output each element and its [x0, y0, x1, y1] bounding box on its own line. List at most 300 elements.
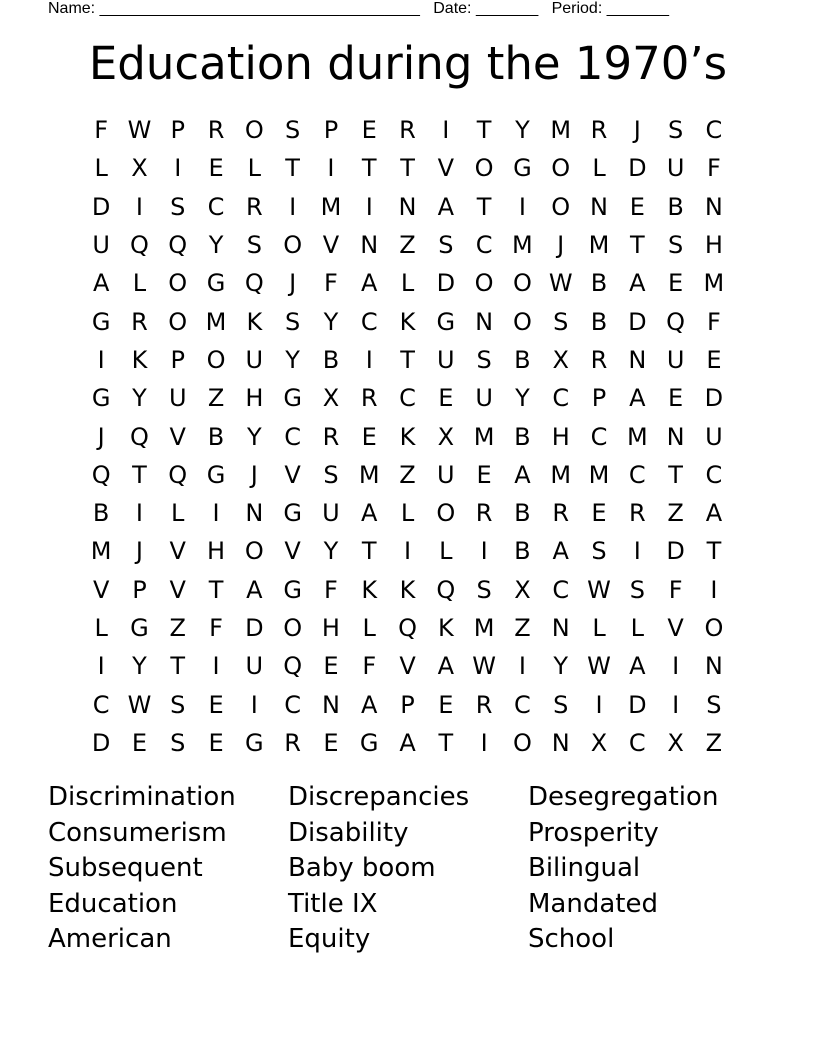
grid-letter: D	[666, 537, 685, 566]
grid-letter: S	[246, 231, 262, 260]
grid-letter: P	[132, 575, 147, 604]
grid-letter: Q	[283, 652, 303, 681]
grid-letter: M	[550, 460, 572, 489]
grid-row	[82, 571, 734, 609]
grid-letter: W	[127, 116, 152, 145]
grid-letter: I	[135, 192, 143, 221]
word-bank-item: Mandated	[528, 888, 658, 919]
grid-letter: I	[518, 192, 526, 221]
grid-letter: A	[246, 575, 263, 604]
grid-letter: V	[399, 652, 416, 681]
grid-row	[82, 494, 734, 532]
grid-letter: T	[170, 652, 186, 681]
grid-letter: A	[361, 499, 378, 528]
grid-letter: S	[170, 690, 186, 719]
grid-letter: V	[169, 537, 186, 566]
grid-letter: F	[362, 652, 377, 681]
grid-letter: Q	[436, 575, 456, 604]
grid-letter: M	[588, 231, 610, 260]
grid-letter: M	[358, 460, 380, 489]
grid-letter: U	[666, 154, 685, 183]
grid-letter: X	[322, 384, 340, 413]
grid-letter: T	[438, 728, 454, 757]
grid-letter: C	[552, 575, 570, 604]
grid-letter: J	[135, 537, 143, 566]
word-bank-item: Education	[48, 888, 178, 919]
grid-letter: T	[668, 460, 683, 489]
grid-row	[82, 417, 734, 455]
grid-letter: F	[94, 116, 109, 145]
grid-letter: A	[629, 269, 646, 298]
grid-letter: O	[283, 614, 303, 642]
grid-letter: U	[666, 345, 685, 374]
grid-letter: G	[283, 499, 302, 528]
word-bank	[48, 780, 768, 958]
grid-letter: F	[209, 614, 223, 642]
grid-letter: O	[551, 154, 571, 183]
grid-letter: G	[206, 460, 226, 489]
grid-letter: C	[552, 384, 570, 413]
grid-letter: L	[592, 154, 606, 183]
grid-letter: M	[205, 307, 227, 336]
grid-letter: S	[323, 460, 339, 489]
grid-letter: I	[480, 537, 488, 566]
grid-letter: Y	[515, 116, 530, 145]
grid-letter: B	[207, 422, 225, 451]
grid-letter: G	[91, 307, 111, 336]
grid-letter: T	[400, 345, 415, 374]
grid-letter: L	[362, 614, 376, 642]
grid-letter: T	[361, 537, 377, 566]
grid-letter: S	[591, 537, 607, 566]
grid-letter: M	[512, 231, 533, 260]
grid-letter: B	[514, 345, 531, 374]
word-bank-item: Discrepancies	[288, 782, 470, 812]
word-bank-item: Desegregation	[528, 782, 719, 812]
grid-letter: A	[552, 537, 569, 566]
grid-letter: C	[628, 728, 646, 757]
grid-row	[82, 532, 734, 570]
grid-letter: G	[513, 154, 532, 183]
grid-letter: B	[667, 192, 684, 221]
grid-letter: E	[361, 116, 377, 145]
grid-letter: N	[360, 231, 379, 260]
grid-letter: R	[475, 690, 493, 719]
grid-letter: T	[400, 154, 415, 183]
grid-letter: R	[399, 116, 416, 145]
grid-letter: J	[250, 460, 258, 489]
grid-letter: Z	[705, 728, 723, 757]
grid-letter: T	[629, 231, 645, 260]
grid-letter: G	[436, 307, 456, 336]
grid-letter: C	[284, 690, 302, 719]
grid-letter: J	[557, 231, 565, 260]
grid-letter: Z	[514, 614, 531, 642]
grid-letter: N	[590, 192, 608, 221]
word-bank-item: Title IX	[288, 888, 378, 919]
grid-row	[82, 188, 734, 226]
grid-letter: L	[247, 154, 262, 183]
grid-letter: I	[97, 652, 105, 681]
grid-letter: U	[475, 384, 493, 413]
grid-letter: O	[168, 307, 188, 336]
grid-letter: A	[514, 460, 531, 489]
grid-letter: S	[170, 192, 186, 221]
grid-letter: L	[630, 614, 644, 642]
word-bank-item: Disability	[288, 817, 409, 848]
grid-letter: I	[672, 690, 680, 719]
grid-letter: W	[587, 575, 611, 604]
grid-letter: O	[551, 192, 571, 221]
grid-letter: J	[289, 269, 297, 298]
word-bank-item: School	[528, 924, 615, 955]
grid-letter: Z	[667, 499, 684, 528]
grid-letter: Y	[515, 384, 530, 413]
grid-letter: R	[207, 116, 225, 145]
grid-letter: I	[212, 499, 220, 528]
grid-letter: I	[174, 154, 182, 183]
grid-letter: H	[245, 384, 264, 413]
grid-letter: Y	[553, 652, 569, 681]
grid-letter: N	[321, 690, 340, 719]
letter-grid	[82, 111, 734, 762]
grid-letter: R	[245, 192, 263, 221]
grid-letter: M	[473, 422, 495, 451]
grid-letter: D	[91, 192, 111, 221]
grid-letter: Y	[132, 384, 147, 413]
grid-letter: D	[436, 269, 456, 298]
grid-letter: U	[92, 231, 110, 260]
grid-letter: I	[365, 345, 373, 374]
grid-letter: S	[667, 231, 684, 260]
word-bank-item: Consumerism	[48, 817, 227, 848]
grid-letter: V	[92, 575, 110, 604]
grid-letter: V	[667, 614, 684, 642]
grid-letter: U	[705, 422, 723, 451]
grid-letter: L	[400, 269, 415, 298]
grid-letter: L	[132, 269, 147, 298]
grid-letter: X	[667, 728, 684, 757]
grid-letter: T	[285, 154, 300, 183]
grid-letter: N	[475, 307, 494, 336]
grid-letter: E	[208, 728, 224, 757]
grid-letter: B	[322, 345, 340, 374]
grid-letter: I	[442, 116, 450, 145]
grid-letter: D	[245, 614, 264, 642]
grid-letter: S	[476, 575, 492, 604]
word-bank-item: Baby boom	[288, 853, 436, 884]
grid-letter: F	[324, 269, 338, 298]
grid-letter: C	[705, 116, 723, 145]
grid-letter: C	[514, 690, 531, 719]
grid-letter: D	[628, 690, 647, 719]
grid-letter: S	[629, 575, 645, 604]
grid-letter: U	[437, 345, 455, 374]
grid-letter: N	[551, 614, 570, 642]
grid-letter: Y	[132, 652, 147, 681]
grid-letter: C	[92, 690, 110, 719]
grid-letter: C	[475, 231, 493, 260]
grid-letter: R	[131, 307, 148, 336]
grid-letter: D	[628, 307, 647, 336]
grid-letter: P	[400, 690, 415, 719]
grid-letter: U	[437, 460, 455, 489]
grid-letter: K	[131, 345, 148, 374]
grid-letter: E	[438, 384, 454, 413]
grid-letter: L	[400, 499, 415, 528]
grid-letter: Q	[398, 614, 417, 642]
grid-letter: Y	[323, 537, 339, 566]
grid-letter: B	[590, 307, 608, 336]
grid-letter: G	[206, 269, 226, 298]
word-bank-item: Prosperity	[528, 817, 659, 848]
grid-letter: E	[591, 499, 607, 528]
grid-letter: B	[92, 499, 110, 528]
grid-letter: W	[587, 652, 611, 681]
grid-letter: U	[245, 345, 264, 374]
grid-letter: E	[208, 690, 224, 719]
grid-letter: F	[324, 575, 338, 604]
grid-letter: O	[512, 307, 532, 336]
grid-letter: O	[244, 537, 264, 566]
name-date-period-line: Name: ____________________________________ Date: _______ Period: _______	[48, 0, 669, 17]
grid-letter: T	[132, 460, 147, 489]
grid-letter: Q	[168, 460, 188, 489]
grid-letter: Z	[207, 384, 225, 413]
grid-letter: I	[212, 652, 220, 681]
grid-letter: U	[168, 384, 187, 413]
grid-letter: R	[590, 345, 608, 374]
word-bank-item: Discrimination	[48, 782, 236, 812]
grid-letter: E	[361, 422, 377, 451]
page-title: Education during the 1970’s	[88, 37, 728, 90]
grid-row	[82, 609, 734, 647]
grid-letter: J	[97, 422, 105, 451]
grid-letter: G	[283, 384, 302, 413]
grid-letter: I	[97, 345, 105, 374]
grid-letter: S	[553, 690, 569, 719]
grid-letter: V	[322, 231, 340, 260]
grid-letter: N	[704, 192, 723, 221]
grid-letter: O	[704, 614, 724, 642]
grid-letter: E	[438, 690, 454, 719]
grid-letter: K	[246, 307, 263, 336]
grid-letter: A	[92, 269, 110, 298]
grid-letter: I	[250, 690, 258, 719]
grid-letter: O	[244, 116, 264, 145]
grid-letter: N	[551, 728, 570, 757]
grid-letter: V	[284, 460, 301, 489]
grid-letter: T	[476, 116, 492, 145]
grid-letter: E	[476, 460, 492, 489]
grid-letter: S	[170, 728, 186, 757]
grid-letter: Q	[244, 269, 264, 298]
grid-letter: Q	[130, 422, 149, 451]
grid-letter: V	[437, 154, 455, 183]
grid-letter: S	[285, 116, 301, 145]
grid-letter: Y	[247, 422, 262, 451]
grid-letter: I	[403, 537, 412, 566]
grid-letter: C	[284, 422, 302, 451]
grid-letter: R	[475, 499, 493, 528]
grid-row	[82, 379, 734, 417]
grid-letter: G	[245, 728, 264, 757]
grid-letter: U	[245, 652, 264, 681]
grid-letter: H	[704, 231, 723, 260]
grid-letter: S	[476, 345, 492, 374]
grid-letter: I	[135, 499, 143, 528]
grid-letter: S	[438, 231, 454, 260]
grid-letter: L	[94, 154, 108, 183]
grid-letter: W	[548, 269, 573, 298]
grid-letter: F	[706, 154, 721, 183]
grid-letter: S	[667, 116, 684, 145]
grid-letter: R	[590, 116, 608, 145]
grid-letter: S	[706, 690, 722, 719]
grid-letter: P	[170, 116, 185, 145]
grid-letter: I	[710, 575, 718, 604]
grid-letter: C	[705, 460, 723, 489]
grid-letter: Z	[169, 614, 186, 642]
grid-letter: I	[518, 652, 526, 681]
grid-letter: I	[595, 690, 603, 719]
grid-letter: M	[703, 269, 725, 298]
grid-letter: C	[590, 422, 608, 451]
grid-letter: H	[551, 422, 570, 451]
grid-letter: O	[512, 269, 532, 298]
grid-letter: D	[628, 154, 647, 183]
grid-letter: N	[398, 192, 417, 221]
grid-letter: I	[480, 728, 488, 757]
grid-letter: R	[360, 384, 378, 413]
grid-row	[82, 149, 734, 187]
grid-letter: H	[207, 537, 226, 566]
grid-letter: G	[283, 575, 302, 604]
grid-row	[82, 724, 734, 762]
grid-letter: O	[168, 269, 188, 298]
grid-letter: N	[628, 345, 647, 374]
grid-letter: V	[169, 575, 186, 604]
grid-letter: E	[131, 728, 148, 757]
grid-letter: A	[361, 690, 378, 719]
grid-letter: V	[169, 422, 186, 451]
grid-letter: B	[514, 422, 531, 451]
grid-letter: T	[706, 537, 722, 566]
grid-letter: T	[361, 154, 377, 183]
grid-row	[82, 685, 734, 723]
grid-row	[82, 226, 734, 264]
grid-letter: A	[361, 269, 378, 298]
grid-letter: Y	[285, 345, 300, 374]
grid-letter: A	[399, 728, 416, 757]
grid-letter: M	[320, 192, 342, 221]
grid-letter: O	[474, 269, 494, 298]
grid-letter: Y	[208, 231, 224, 260]
grid-letter: Q	[91, 460, 111, 489]
grid-letter: B	[514, 499, 531, 528]
grid-letter: R	[552, 499, 570, 528]
grid-letter: K	[399, 422, 416, 451]
word-bank-item: Subsequent	[48, 853, 203, 884]
grid-letter: R	[284, 728, 301, 757]
grid-row	[82, 111, 734, 149]
grid-letter: E	[629, 192, 645, 221]
grid-letter: F	[706, 307, 721, 336]
grid-row	[82, 341, 734, 379]
grid-letter: M	[550, 116, 572, 145]
grid-letter: M	[90, 537, 112, 566]
grid-letter: W	[472, 652, 496, 681]
grid-letter: L	[171, 499, 185, 528]
grid-letter: P	[323, 116, 339, 145]
grid-letter: O	[283, 231, 303, 260]
grid-row	[82, 456, 734, 494]
grid-letter: T	[208, 575, 224, 604]
grid-letter: U	[322, 499, 340, 528]
grid-letter: I	[672, 652, 680, 681]
grid-letter: X	[590, 728, 608, 757]
grid-letter: X	[514, 575, 531, 604]
grid-letter: Q	[168, 231, 188, 260]
grid-letter: S	[553, 307, 569, 336]
grid-letter: C	[207, 192, 225, 221]
grid-letter: Z	[399, 231, 416, 260]
grid-letter: B	[514, 537, 531, 566]
grid-letter: E	[706, 345, 722, 374]
grid-letter: Q	[666, 307, 686, 336]
grid-letter: O	[436, 499, 456, 528]
grid-letter: P	[591, 384, 607, 413]
grid-letter: M	[626, 422, 648, 451]
grid-letter: A	[629, 652, 646, 681]
grid-letter: A	[705, 499, 723, 528]
grid-letter: A	[437, 652, 455, 681]
grid-letter: N	[704, 652, 723, 681]
grid-letter: X	[437, 422, 455, 451]
grid-letter: E	[668, 384, 684, 413]
grid-letter: I	[327, 154, 335, 183]
grid-letter: L	[592, 614, 606, 642]
grid-letter: Y	[323, 307, 339, 336]
grid-letter: C	[399, 384, 416, 413]
grid-letter: S	[285, 307, 301, 336]
grid-letter: B	[590, 269, 608, 298]
grid-letter: X	[552, 345, 569, 374]
grid-letter: W	[127, 690, 152, 719]
grid-letter: K	[399, 575, 416, 604]
grid-letter: F	[668, 575, 683, 604]
grid-letter: N	[245, 499, 264, 528]
grid-letter: A	[629, 384, 646, 413]
grid-letter: N	[666, 422, 685, 451]
grid-letter: X	[131, 154, 148, 183]
grid-letter: C	[628, 460, 646, 489]
grid-letter: I	[289, 192, 297, 221]
grid-letter: I	[365, 192, 373, 221]
grid-letter: H	[321, 614, 340, 642]
grid-letter: K	[361, 575, 378, 604]
grid-letter: D	[91, 728, 111, 757]
grid-letter: O	[474, 154, 494, 183]
grid-letter: G	[359, 728, 379, 757]
grid-row	[82, 264, 734, 302]
grid-letter: O	[206, 345, 226, 374]
grid-row	[82, 302, 734, 340]
word-bank-item: American	[48, 924, 172, 955]
grid-letter: T	[476, 192, 492, 221]
grid-letter: L	[94, 614, 108, 642]
grid-letter: V	[284, 537, 301, 566]
